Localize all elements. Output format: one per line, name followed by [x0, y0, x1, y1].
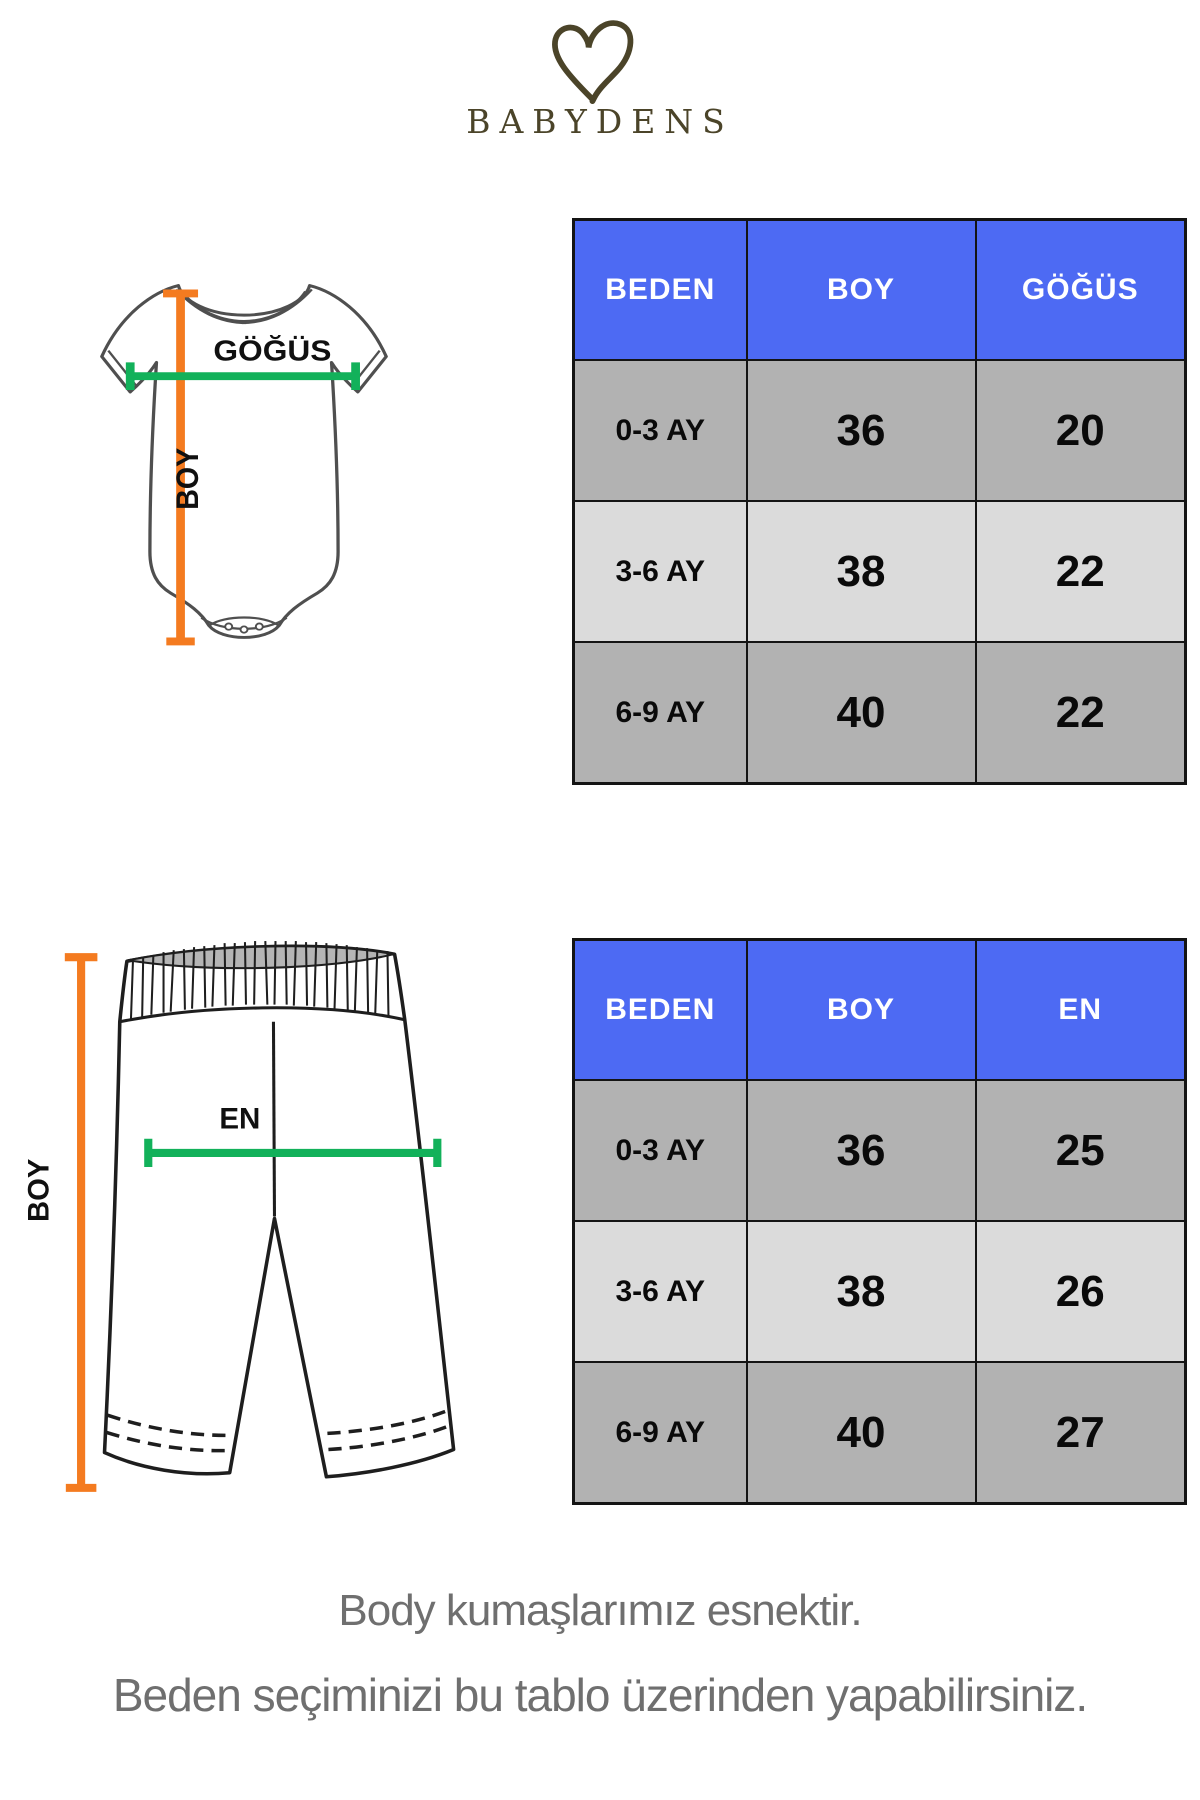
col-header-en: EN — [976, 940, 1186, 1081]
value-cell: 38 — [747, 1221, 976, 1362]
value-cell: 36 — [747, 1080, 976, 1221]
header-row — [574, 220, 1186, 361]
col-header-boy: BOY — [747, 940, 976, 1081]
pants-outline — [105, 946, 454, 1476]
bodysuit-chest-label: GÖĞÜS — [213, 335, 332, 368]
pants-height-label: BOY — [22, 1158, 56, 1222]
table-row — [574, 501, 1186, 642]
value-cell: 26 — [976, 1221, 1186, 1362]
value-cell: 40 — [747, 1362, 976, 1504]
table-row — [574, 360, 1186, 501]
col-header-beden: BEDEN — [574, 940, 747, 1081]
caption-fabric-note: Body kumaşlarımız esnektir. — [338, 1586, 862, 1635]
bodysuit-size-table — [572, 218, 1187, 785]
caption-size-note: Beden seçiminizi bu tablo üzerinden yapabilirsiniz. — [112, 1669, 1088, 1721]
bodysuit-height-label: BOY — [170, 447, 206, 510]
size-cell: 6-9 AY — [574, 642, 747, 784]
size-cell: 3-6 AY — [574, 501, 747, 642]
pants-size-table — [572, 938, 1187, 1505]
bodysuit-diagram — [58, 254, 430, 668]
table-row — [574, 1080, 1186, 1221]
size-cell: 3-6 AY — [574, 1221, 747, 1362]
value-cell: 36 — [747, 360, 976, 501]
heart-icon — [525, 10, 660, 106]
value-cell: 40 — [747, 642, 976, 784]
pants-diagram — [18, 933, 476, 1503]
table-row — [574, 1221, 1186, 1362]
brand-name: BABYDENS — [466, 102, 734, 141]
col-header-gogus: GÖĞÜS — [976, 220, 1186, 361]
header-row — [574, 940, 1186, 1081]
col-header-beden: BEDEN — [574, 220, 747, 361]
value-cell: 22 — [976, 642, 1186, 784]
pants-height-measure-line — [65, 957, 98, 1488]
value-cell: 22 — [976, 501, 1186, 642]
value-cell: 25 — [976, 1080, 1186, 1221]
table-row — [574, 642, 1186, 784]
value-cell: 27 — [976, 1362, 1186, 1504]
pants-width-label: EN — [219, 1102, 261, 1136]
size-cell: 0-3 AY — [574, 1080, 747, 1221]
value-cell: 20 — [976, 360, 1186, 501]
size-cell: 0-3 AY — [574, 360, 747, 501]
table-row — [574, 1362, 1186, 1504]
value-cell: 38 — [747, 501, 976, 642]
size-cell: 6-9 AY — [574, 1362, 747, 1504]
col-header-boy: BOY — [747, 220, 976, 361]
